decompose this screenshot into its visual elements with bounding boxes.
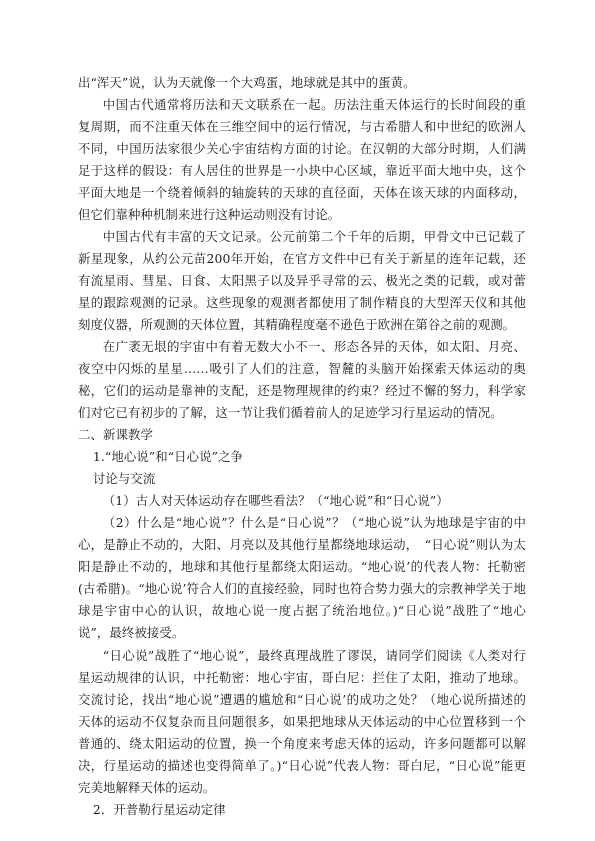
question-2-answer: （2）什么是“地心说”？什么是“日心说”？（“地心说”认为地球是宇宙的中心，是静止不动的，大阳、月亮以及其他行星都绕地球运动， “日心说”则认为太阳是静止不动的，地球和其他行星都绕太阳运动。“地心说’的代表人物：托勒密(古希腊)。“地心说’符合人们的直接经验，同时也符合势力强大的宗教神学关于地球是宇宙中心的认识，故地心说一度占据了统治地位。)“日心说”战胜了“地心说”，最终被接受。 (78, 515, 526, 640)
paragraph-heliocentric-victory: “日心说”战胜了“地心说”，最终真理战胜了谬误，请同学们阅读《人类对行星运动规律的认识，中托勒密：地心宇宙，哥白尼：拦住了太阳，推动了地球。交流讨论，找出“地心说”遭遇的尴尬和“日心说’的成功之处？（地心说所描述的天体的运动不仅复杂而且问题很多，如果把地球从天体运动的中心位置移到一个普通的、绕太阳运动的位置，换一个角度来考虑天体的运动，许多问题都可以解决，行星运动的描述也变得简单了。)“日心说”代表人物：哥白尼，“日心说”能更完美地解释天体的运动。 (78, 648, 526, 795)
document-body (78, 72, 526, 821)
discussion-label: 讨论与交流 (92, 471, 156, 486)
section-heading-new-lesson: 二、新课教学 (78, 427, 153, 442)
paragraph-universe-intro: 在广袤无垠的宇宙中有着无数大小不一、形态各异的天体，如太阳、月亮、夜空中闪烁的星星……吸引了人们的注意，智麓的头脑开始探索天体运动的奥秘，它们的运动是靠神的支配，还是物理规律的约束？经过不懈的努力，科学家们对它已有初步的了解，这一节让我们循着前人的足迹学习行星运动的情况。 (78, 339, 526, 420)
paragraph-calendar-astronomy: 中国古代通常将历法和天文联系在一起。历法注重天体运行的长时间段的重复周期，而不注重天体在三维空间中的运行情况，与古希腊人和中世纪的欧洲人不同，中国历法家很少关心宇宙结构方面的讨论。在汉朝的大部分时期，人们满足于这样的假设：有人居住的世界是一小块中心区域，靠近平面大地中央，这个平面大地是一个绕着倾斜的轴旋转的天球的直径面，天体在该天球的内面移动，但它们靠种种机制来进行这种运动则没有讨论。 (78, 97, 526, 222)
subsection-heading-kepler-laws: 2．开普勒行星运动定律 (92, 802, 226, 817)
paragraph-hun-tian-ending: 出“浑天”说，认为天就像一个大鸡蛋，地球就是其中的蛋黄。 (78, 75, 416, 90)
question-1: （1）古人对天体运动存在哪些看法？（“地心说”和“日心说”） (102, 493, 449, 508)
paragraph-astronomical-records: 中国古代有丰富的天文记录。公元前第二个千年的后期，甲骨文中已记载了新星现象，从约公元苗200年开始，在官方文件中已有关于新星的连年记载，还有流星雨、彗星、日食、太阳黑子以及异乎寻常的云、极光之类的记载，或对蕾星的跟踪观测的记录。这些现象的观测者都使用了制作精良的大型浑天仪和其他刻度仪器，所观测的天体位置，其精确程度毫不逊色于欧洲在第谷之前的观测。 (78, 229, 526, 332)
subsection-heading-geocentric-heliocentric: 1.“地心说”和“日心说”之争 (92, 449, 244, 464)
